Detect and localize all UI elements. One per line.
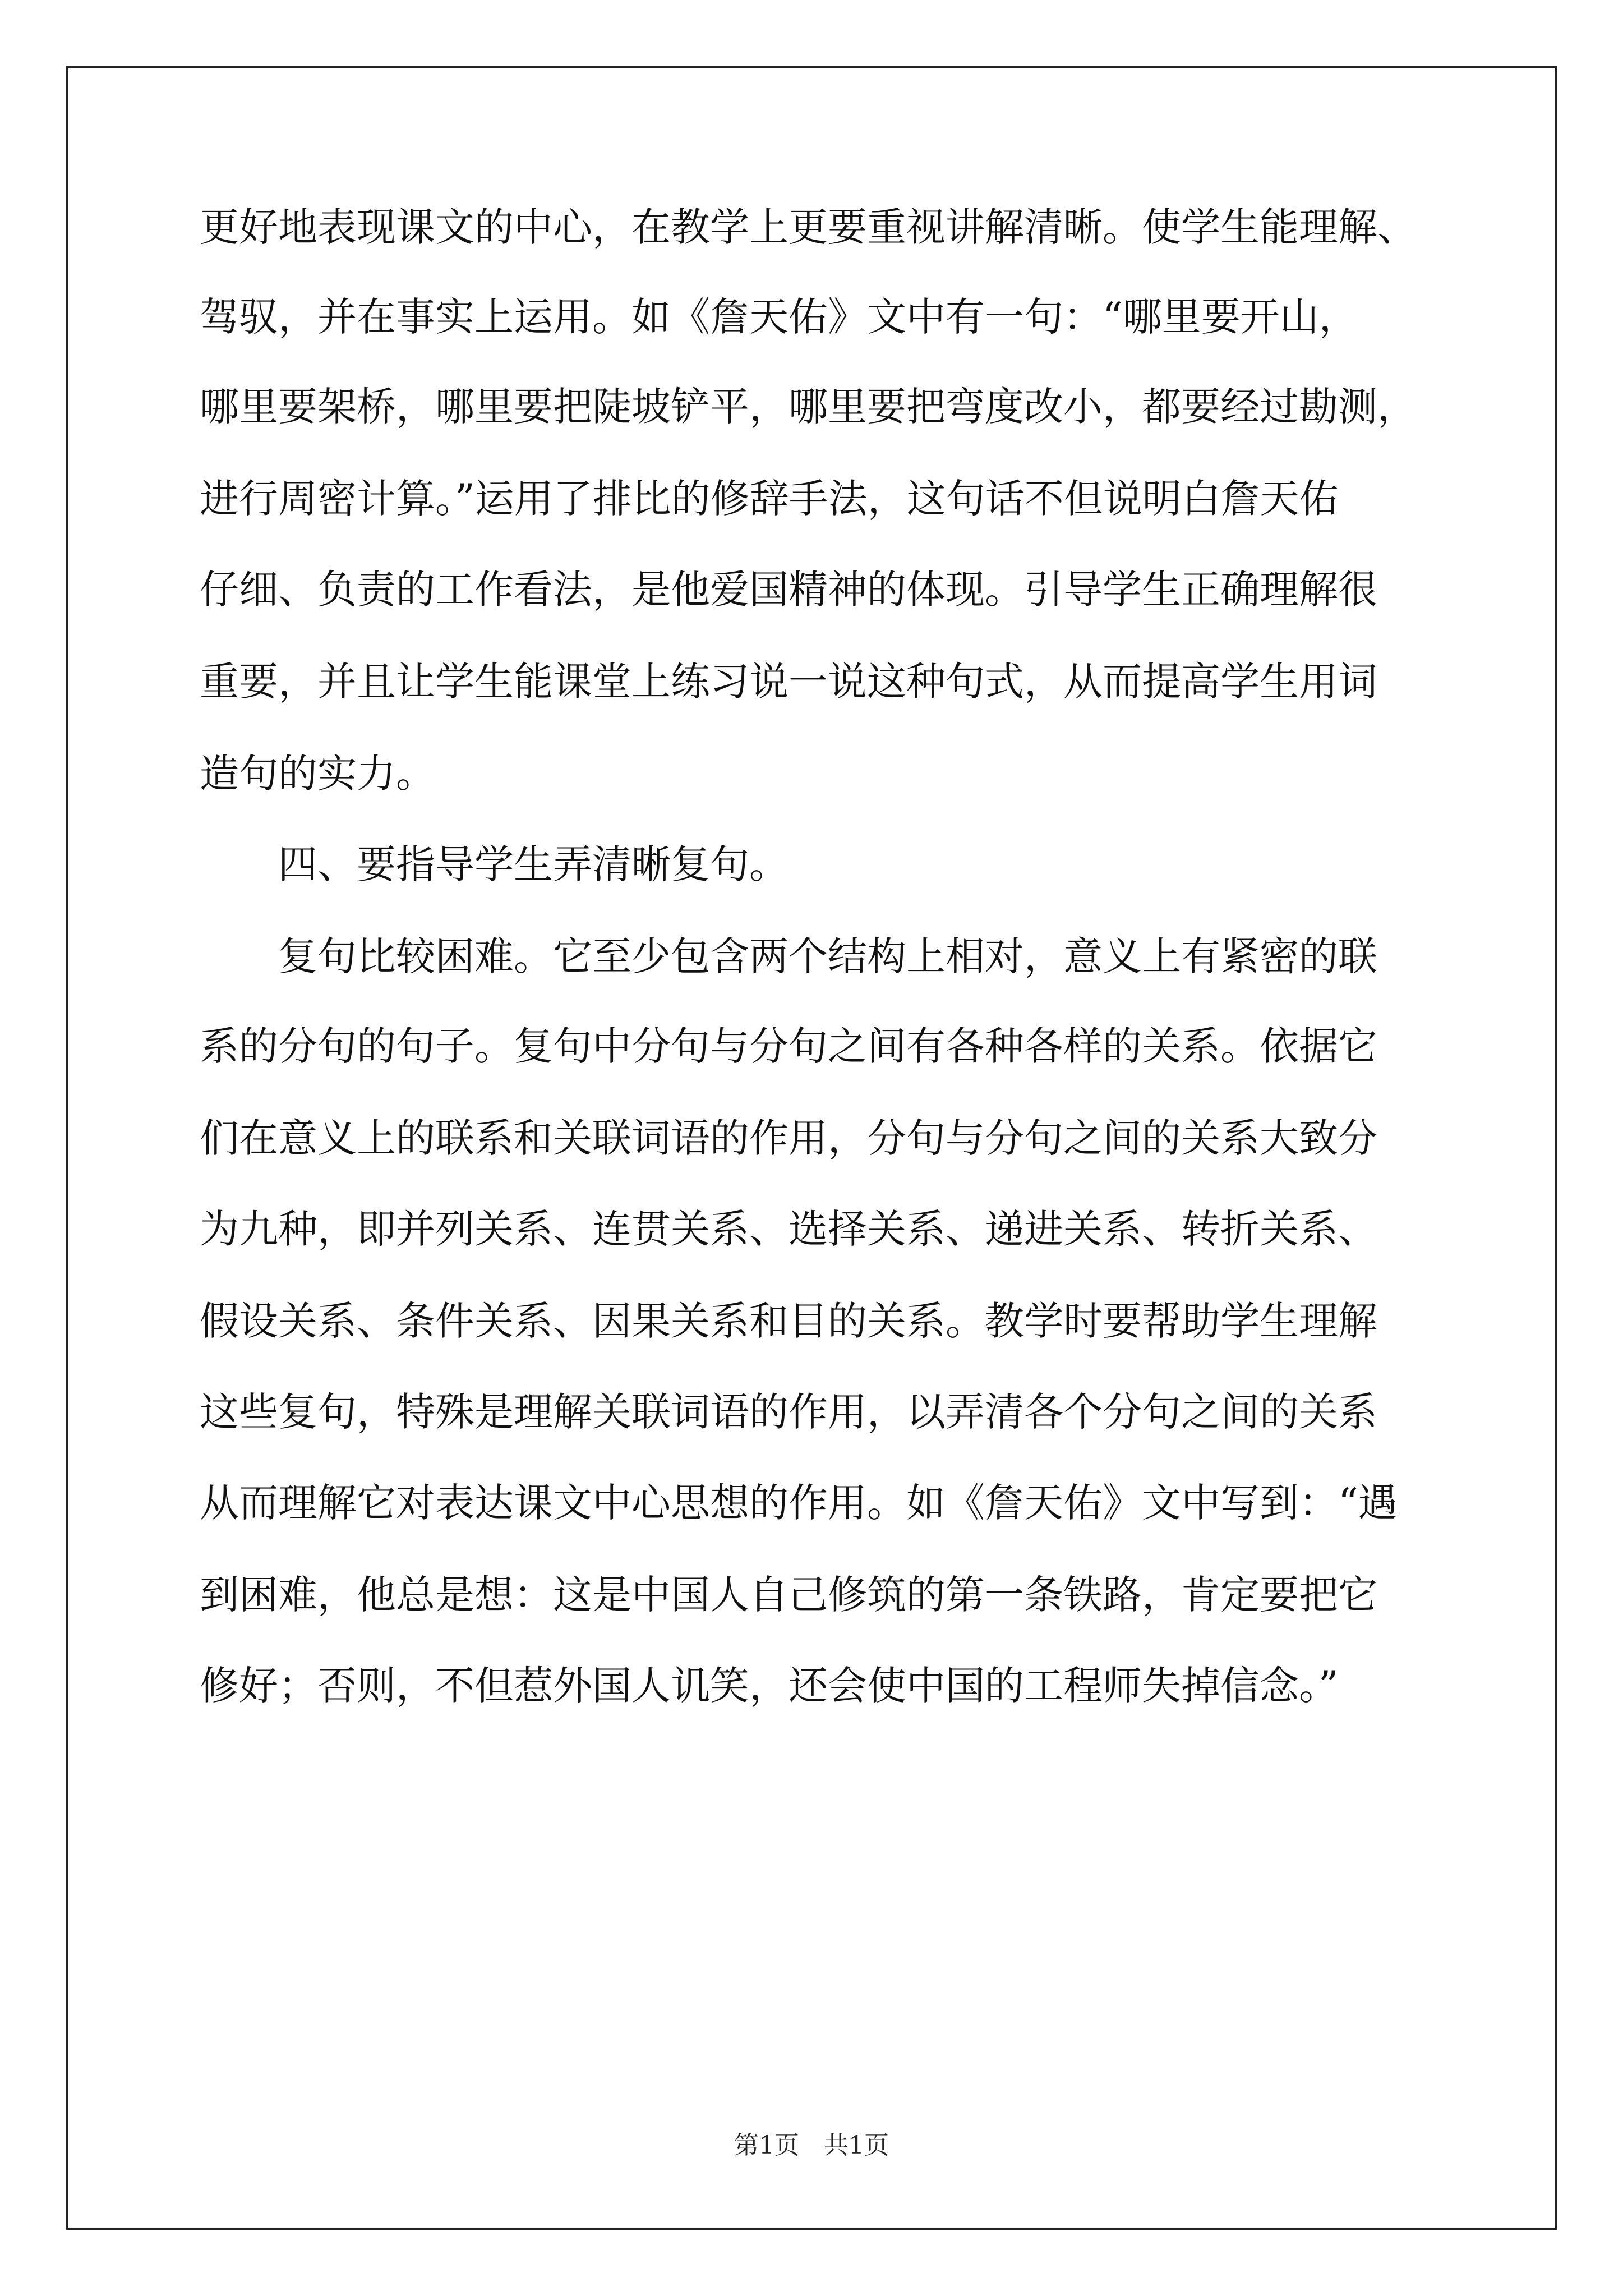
section-heading: 四、要指导学生弄清晰复句。	[200, 841, 789, 887]
text-line: 更好地表现课文的中心，在教学上更要重视讲解清晰。使学生能理解、	[200, 204, 1417, 250]
text-line: 进行周密计算。”运用了排比的修辞手法，这句话不但说明白詹天佑	[200, 476, 1339, 522]
text-line: 修好；否则，不但惹外国人讥笑，还会使中国的工程师失掉信念。”	[200, 1663, 1339, 1709]
text-line: 假设关系、条件关系、因果关系和目的关系。教学时要帮助学生理解	[200, 1298, 1377, 1344]
text-line: 们在意义上的联系和关联词语的作用，分句与分句之间的关系大致分	[200, 1115, 1377, 1161]
text-line: 到困难，他总是想：这是中国人自己修筑的第一条铁路，肯定要把它	[200, 1572, 1377, 1618]
text-line: 造句的实力。	[200, 751, 435, 797]
text-line: 仔细、负责的工作看法，是他爱国精神的体现。引导学生正确理解很	[200, 567, 1377, 613]
text-line: 哪里要架桥，哪里要把陡坡铲平，哪里要把弯度改小，都要经过勘测，	[200, 384, 1417, 430]
text-line: 这些复句，特殊是理解关联词语的作用，以弄清各个分句之间的关系	[200, 1389, 1377, 1435]
text-line: 从而理解它对表达课文中心思想的作用。如《詹天佑》文中写到：“遇	[200, 1480, 1398, 1526]
text-line: 复句比较困难。它至少包含两个结构上相对，意义上有紧密的联	[200, 933, 1377, 979]
text-line: 驾驭，并在事实上运用。如《詹天佑》文中有一句：“哪里要开山，	[200, 294, 1358, 340]
text-line: 系的分句的句子。复句中分句与分句之间有各种各样的关系。依据它	[200, 1023, 1377, 1069]
text-line: 为九种，即并列关系、连贯关系、选择关系、递进关系、转折关系、	[200, 1206, 1377, 1252]
page-footer: 第1页 共1页	[734, 2131, 889, 2160]
text-line: 重要，并且让学生能课堂上练习说一说这种句式，从而提高学生用词	[200, 659, 1377, 705]
